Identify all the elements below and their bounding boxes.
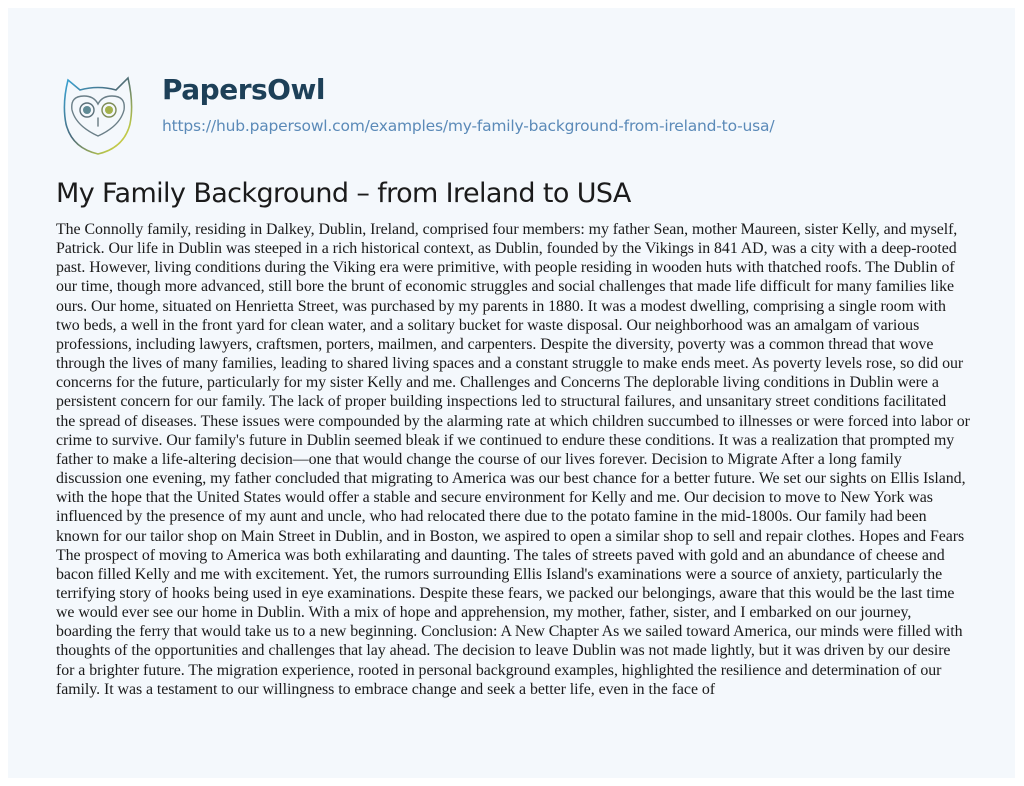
body-line: family. It was a testament to our willingness to embrace change and seek a better life, even in the face of <box>56 680 716 698</box>
body-line: we would ever see our home in Dublin. With a mix of hope and apprehension, my mother, father, sister, and I embarked on our journey, <box>56 604 912 622</box>
body-line: persistent concern for our family. The lack of proper building inspections led to structural failures, and unsanitary street conditions facilitated <box>56 393 947 411</box>
body-line: concerns for the future, particularly for my sister Kelly and me. Challenges and Concerns The deplorable living conditions in Dublin were a <box>56 374 939 392</box>
body-line: bacon filled Kelly and me with excitement. Yet, the rumors surrounding Ellis Island's examinations were a source of anxiety, particularly the <box>56 565 943 583</box>
body-line: past. However, living conditions during the Viking era were primitive, with people residing in wooden huts with thatched roofs. The Dublin of <box>56 259 955 277</box>
body-line: the spread of diseases. These issues were compounded by the alarming rate at which children succumbed to illnesses or were forced into labor or <box>56 412 970 430</box>
body-line: influenced by the presence of my aunt and uncle, who had relocated there due to the potato famine in the mid-1800s. Our family had been <box>56 508 927 526</box>
brand-name[interactable]: PapersOwl <box>162 73 325 106</box>
brand-text <box>162 74 774 136</box>
body-line: Patrick. Our life in Dublin was steeped in a rich historical context, as Dublin, founded by the Vikings in 841 AD, was a city with a deep-rooted <box>56 240 957 258</box>
body-line: ours. Our home, situated on Henrietta Street, was purchased by my parents in 1880. It was a modest dwelling, comprising a single room with <box>56 297 946 315</box>
body-line: our time, though more advanced, still bore the brunt of economic struggles and social challenges that made life difficult for many families like <box>56 278 955 296</box>
body-line: discussion one evening, my father concluded that migrating to America was our best chance for a better future. We set our sights on Ellis Island, <box>56 470 966 488</box>
owl-logo-icon[interactable] <box>58 74 138 158</box>
body-line: boarding the ferry that would take us to a new beginning. Conclusion: A New Chapter As we sailed toward America, our minds were filled with <box>56 623 963 641</box>
body-line: father to make a life-altering decision—one that would change the course of our lives forever. Decision to Migrate After a long family <box>56 450 902 468</box>
body-line: thoughts of the opportunities and challenges that lay ahead. The decision to leave Dublin was not made lightly, but it was driven by our desire <box>56 642 951 660</box>
body-line: two beds, a well in the front yard for clean water, and a solitary bucket for waste disposal. Our neighborhood was an amalgam of various <box>56 316 920 334</box>
body-line: for a brighter future. The migration experience, rooted in personal background examples, highlighted the resilience and determination of our <box>56 661 942 679</box>
body-line: terrifying story of hooks being used in eye examinations. Despite these fears, we packed our belongings, aware that this would be the last time <box>56 584 955 602</box>
document-body <box>56 220 1024 699</box>
body-line: professions, including lawyers, craftsmen, porters, mailmen, and carpenters. Despite the diversity, poverty was a common thread that wove <box>56 335 934 353</box>
brand-header <box>58 73 775 164</box>
source-url-link[interactable]: https://hub.papersowl.com/examples/my-family-background-from-ireland-to-usa/ <box>162 117 775 135</box>
body-line: crime to survive. Our family's future in Dublin seemed bleak if we continued to endure these conditions. It was a realization that prompted my <box>56 431 955 449</box>
body-line: The Connolly family, residing in Dalkey, Dublin, Ireland, comprised four members: my father Sean, mother Maureen, sister Kelly, and myself, <box>56 221 958 238</box>
body-line: with the hope that the United States would offer a stable and secure environment for Kelly and me. Our decision to move to New York was <box>56 489 933 507</box>
document-title: My Family Background – from Ireland to USA <box>56 178 631 209</box>
document-card <box>8 8 1015 778</box>
body-line: known for our tailor shop on Main Street in Dublin, and in Boston, we aspired to open a similar shop to sell and repair clothes. Hopes and Fears <box>56 527 965 545</box>
body-line: through the lives of many families, leading to shared living spaces and a constant struggle to make ends meet. As poverty levels rose, so did our <box>56 355 964 373</box>
body-line: The prospect of moving to America was both exhilarating and daunting. The tales of streets paved with gold and an abundance of cheese and <box>56 546 945 564</box>
